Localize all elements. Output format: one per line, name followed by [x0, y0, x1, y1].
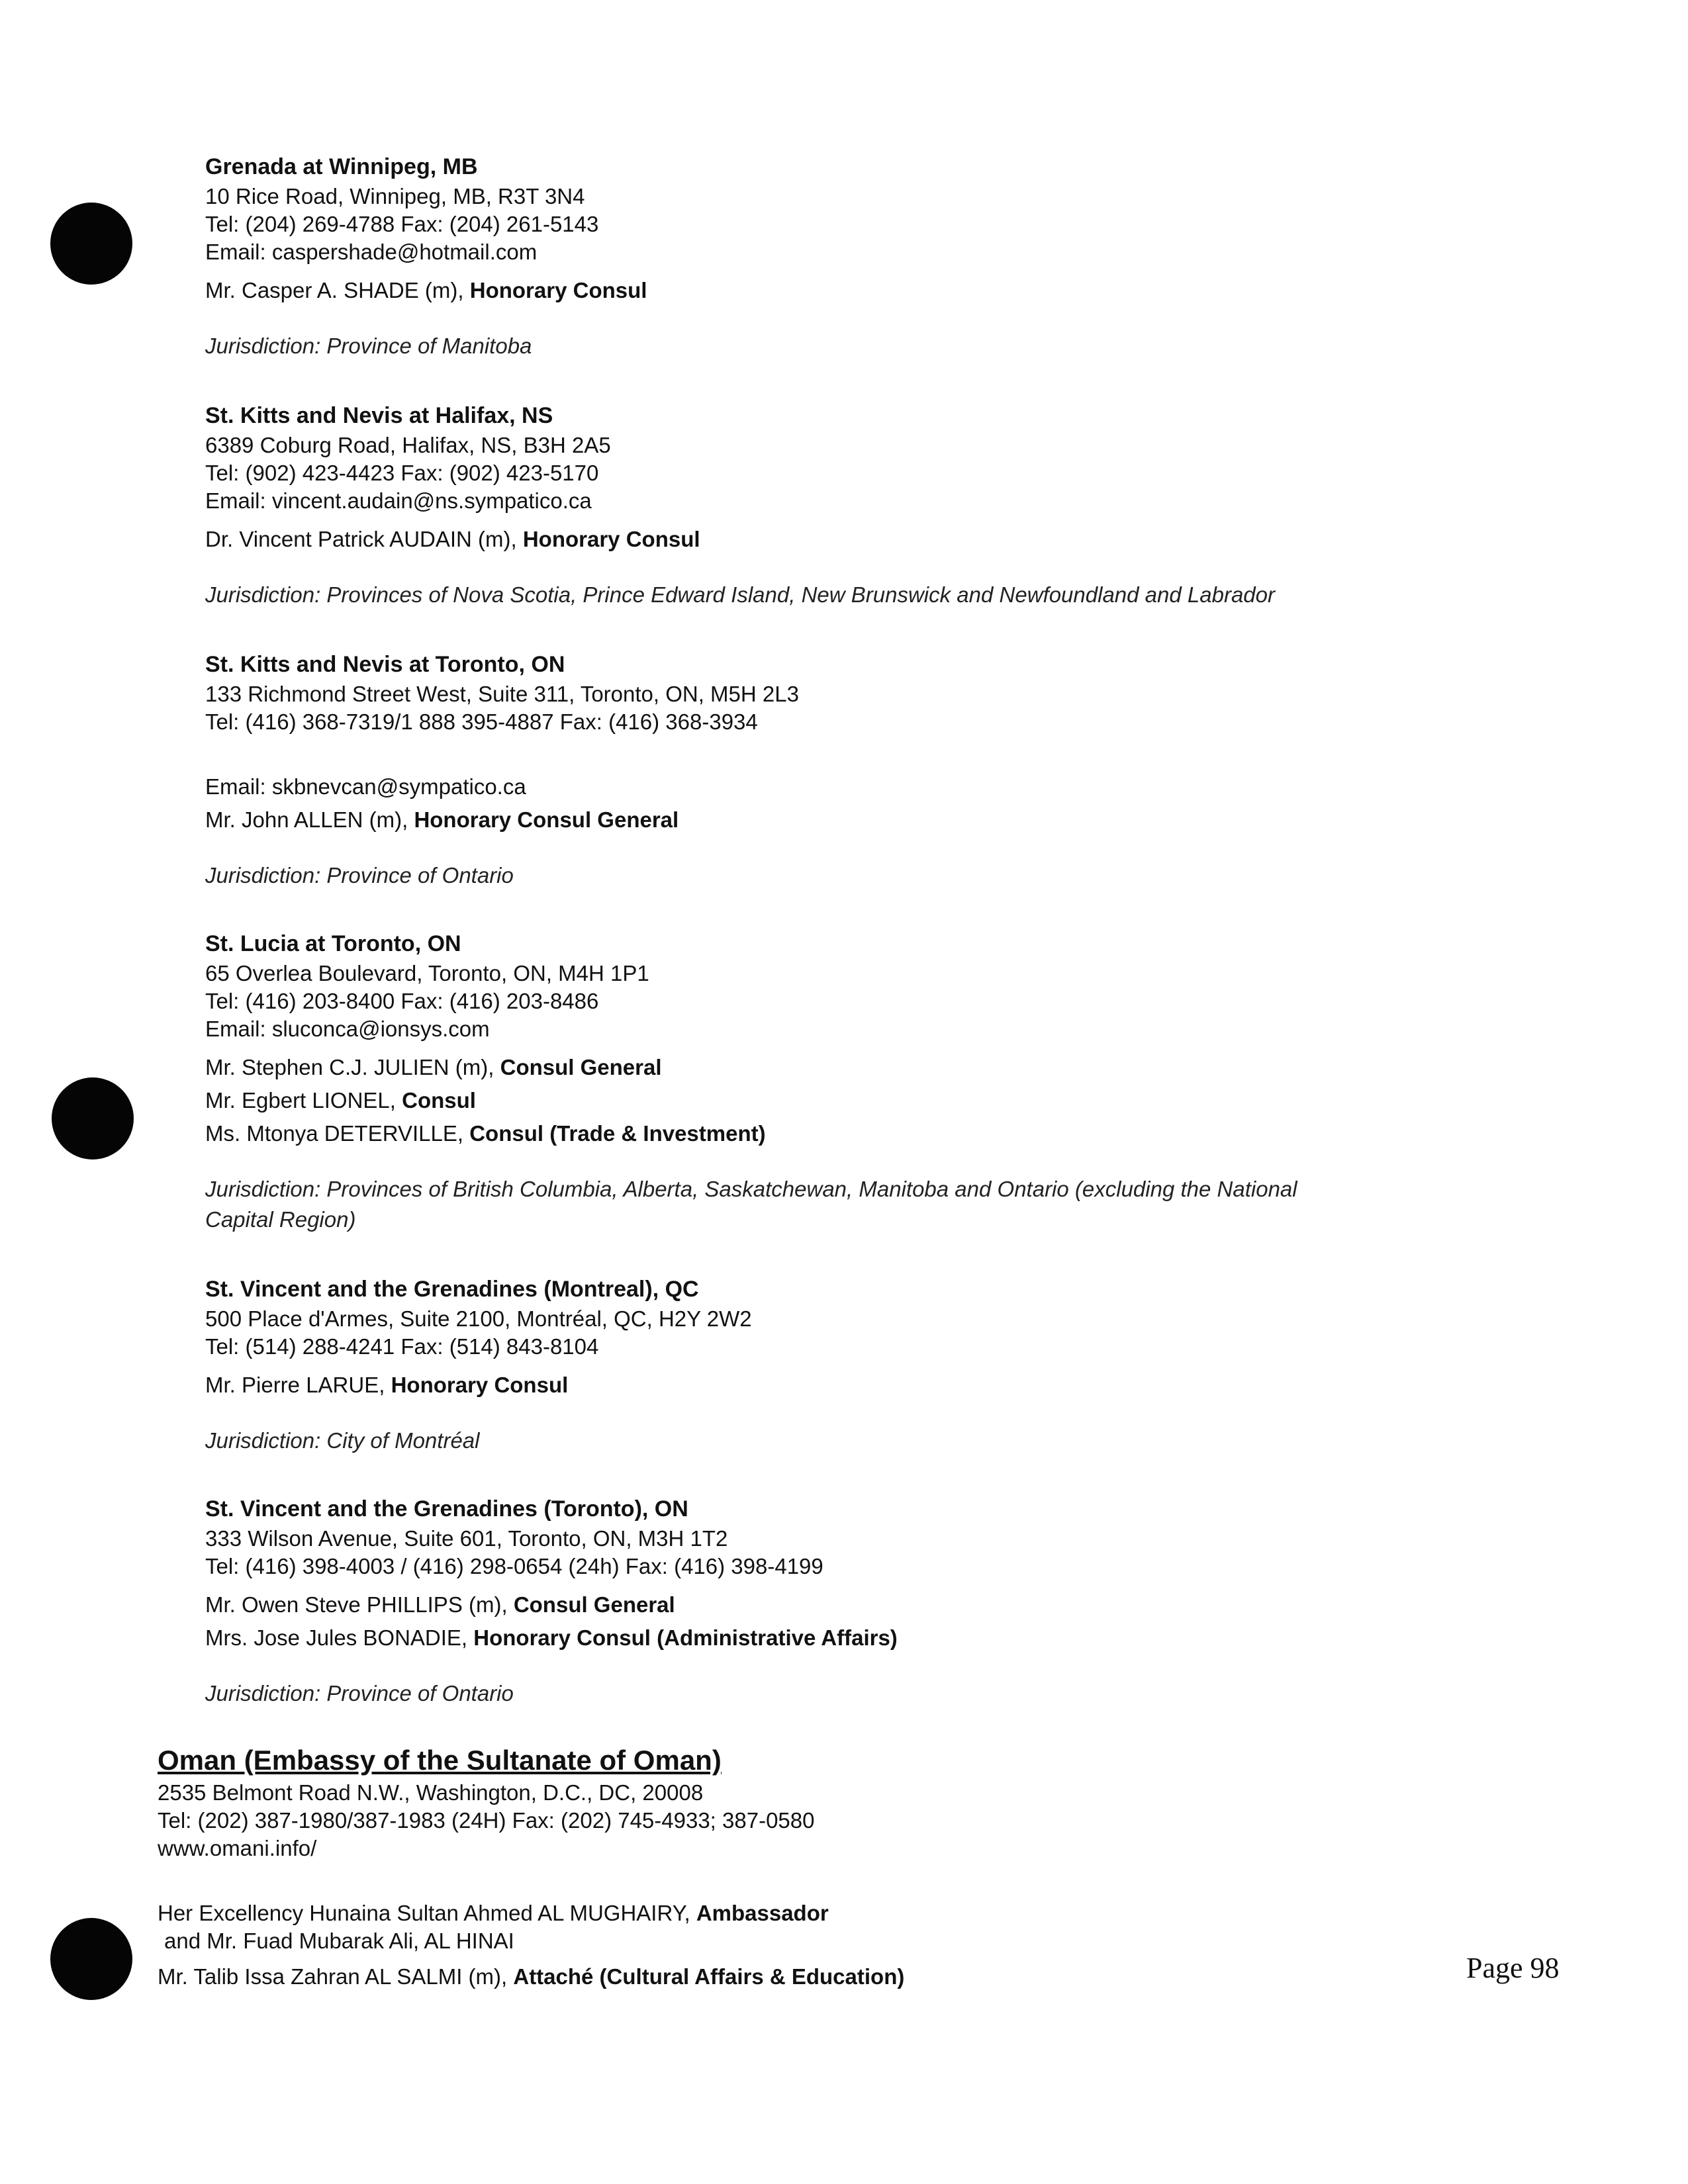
- entry-address: 333 Wilson Avenue, Suite 601, Toronto, ON, M3H 1T2: [205, 1526, 728, 1551]
- entry-jurisdiction: Jurisdiction: Province of Ontario: [205, 863, 514, 887]
- entry-spouse: and Mr. Fuad Mubarak Ali, AL HINAI: [164, 1929, 514, 1953]
- entry-tel-fax: Tel: (416) 203-8400 Fax: (416) 203-8486: [205, 989, 599, 1013]
- person-title: Honorary Consul: [522, 527, 700, 551]
- entry-address: 6389 Coburg Road, Halifax, NS, B3H 2A5: [205, 433, 611, 457]
- entry-email: Email: skbnevcan@sympatico.ca: [205, 774, 526, 799]
- person-title: Honorary Consul: [469, 278, 647, 302]
- entry-title: Grenada at Winnipeg, MB: [205, 154, 478, 179]
- page-number: Page 98: [1466, 1952, 1560, 1984]
- jurisdiction-line: Jurisdiction: Provinces of British Columbia, Alberta, Saskatchewan, Manitoba and Ontario (excluding the National: [205, 1177, 1297, 1201]
- entry-grenada-winnipeg: [205, 151, 1496, 361]
- entry-person: [205, 1591, 1496, 1619]
- entry-tel-fax: Tel: (902) 423-4423 Fax: (902) 423-5170: [205, 461, 599, 485]
- entry-title: St. Lucia at Toronto, ON: [205, 931, 461, 956]
- person-title: Consul: [402, 1088, 476, 1113]
- person-title: Attaché (Cultural Affairs & Education): [513, 1964, 905, 1989]
- entry-person: [205, 806, 1496, 834]
- person-name: Mr. Talib Issa Zahran AL SALMI (m),: [158, 1964, 514, 1989]
- entry-title: St. Vincent and the Grenadines (Montreal), QC: [205, 1277, 699, 1302]
- person-name: Her Excellency Hunaina Sultan Ahmed AL MUGHAIRY,: [158, 1901, 696, 1925]
- entry-address: 133 Richmond Street West, Suite 311, Toronto, ON, M5H 2L3: [205, 682, 799, 706]
- entry-title: St. Kitts and Nevis at Halifax, NS: [205, 403, 553, 428]
- person-name: Mr. Egbert LIONEL,: [205, 1088, 402, 1113]
- entry-jurisdiction: [205, 1174, 1496, 1235]
- person-title: Honorary Consul: [391, 1373, 569, 1397]
- entry-person: [205, 1624, 1496, 1652]
- punch-hole-middle: [52, 1077, 134, 1160]
- person-title: Honorary Consul (Administrative Affairs): [473, 1625, 898, 1650]
- entry-person: [205, 525, 1496, 553]
- person-title: Honorary Consul General: [414, 807, 679, 832]
- person-name: Mr. John ALLEN (m),: [205, 807, 414, 832]
- country-heading: Oman (Embassy of the Sultanate of Oman): [158, 1745, 722, 1776]
- entry-kitts-halifax: [205, 400, 1496, 610]
- entry-vincent-montreal: [205, 1273, 1496, 1456]
- entry-vincent-toronto: [205, 1493, 1496, 1709]
- entry-oman-embassy: [158, 1742, 1448, 1991]
- entry-address: 65 Overlea Boulevard, Toronto, ON, M4H 1P1: [205, 961, 649, 985]
- entry-address: 2535 Belmont Road N.W., Washington, D.C., DC, 20008: [158, 1780, 704, 1805]
- entry-jurisdiction: Jurisdiction: City of Montréal: [205, 1428, 480, 1453]
- person-name: Dr. Vincent Patrick AUDAIN (m),: [205, 527, 523, 551]
- person-title: Consul General: [500, 1055, 662, 1079]
- entry-email: Email: sluconca@ionsys.com: [205, 1017, 490, 1041]
- entry-person: [205, 1054, 1496, 1081]
- person-name: Mrs. Jose Jules BONADIE,: [205, 1625, 474, 1650]
- entry-jurisdiction: Jurisdiction: Province of Ontario: [205, 1681, 514, 1706]
- person-name: Mr. Pierre LARUE,: [205, 1373, 391, 1397]
- entry-person: [205, 1371, 1496, 1399]
- entry-person: [205, 1120, 1496, 1148]
- entry-person: [158, 1963, 1448, 1991]
- entry-tel-fax: Tel: (202) 387-1980/387-1983 (24H) Fax: (202) 745-4933; 387-0580: [158, 1808, 815, 1833]
- person-name: Ms. Mtonya DETERVILLE,: [205, 1121, 470, 1146]
- entry-address: 10 Rice Road, Winnipeg, MB, R3T 3N4: [205, 184, 585, 208]
- person-title: Consul (Trade & Investment): [469, 1121, 766, 1146]
- entry-email: Email: vincent.audain@ns.sympatico.ca: [205, 488, 592, 513]
- punch-hole-bottom: [50, 1918, 132, 2000]
- entry-address: 500 Place d'Armes, Suite 2100, Montréal, QC, H2Y 2W2: [205, 1306, 752, 1331]
- entry-tel-fax: Tel: (204) 269-4788 Fax: (204) 261-5143: [205, 212, 599, 236]
- entry-tel-fax: Tel: (514) 288-4241 Fax: (514) 843-8104: [205, 1334, 599, 1359]
- entry-person: [205, 1087, 1496, 1115]
- jurisdiction-line: Capital Region): [205, 1207, 356, 1232]
- entry-lucia-toronto: [205, 928, 1496, 1235]
- entry-website: www.omani.info/: [158, 1836, 317, 1860]
- entry-tel-fax: Tel: (416) 398-4003 / (416) 298-0654 (24h) Fax: (416) 398-4199: [205, 1554, 823, 1578]
- entry-person: [158, 1899, 1448, 1927]
- entry-title: St. Vincent and the Grenadines (Toronto), ON: [205, 1496, 688, 1522]
- punch-hole-top: [50, 203, 132, 285]
- person-title: Ambassador: [696, 1901, 829, 1925]
- person-name: Mr. Owen Steve PHILLIPS (m),: [205, 1592, 514, 1617]
- person-name: Mr. Stephen C.J. JULIEN (m),: [205, 1055, 500, 1079]
- entry-jurisdiction: Jurisdiction: Province of Manitoba: [205, 334, 532, 358]
- entry-title: St. Kitts and Nevis at Toronto, ON: [205, 652, 565, 677]
- entry-tel-fax: Tel: (416) 368-7319/1 888 395-4887 Fax: (416) 368-3934: [205, 709, 758, 734]
- entry-email: Email: caspershade@hotmail.com: [205, 240, 538, 264]
- entry-jurisdiction: Jurisdiction: Provinces of Nova Scotia, Prince Edward Island, New Brunswick and Newfoundland and Labrador: [205, 582, 1276, 607]
- entry-person: [205, 277, 1496, 304]
- person-title: Consul General: [513, 1592, 675, 1617]
- entry-kitts-toronto: [205, 649, 1496, 891]
- person-name: Mr. Casper A. SHADE (m),: [205, 278, 470, 302]
